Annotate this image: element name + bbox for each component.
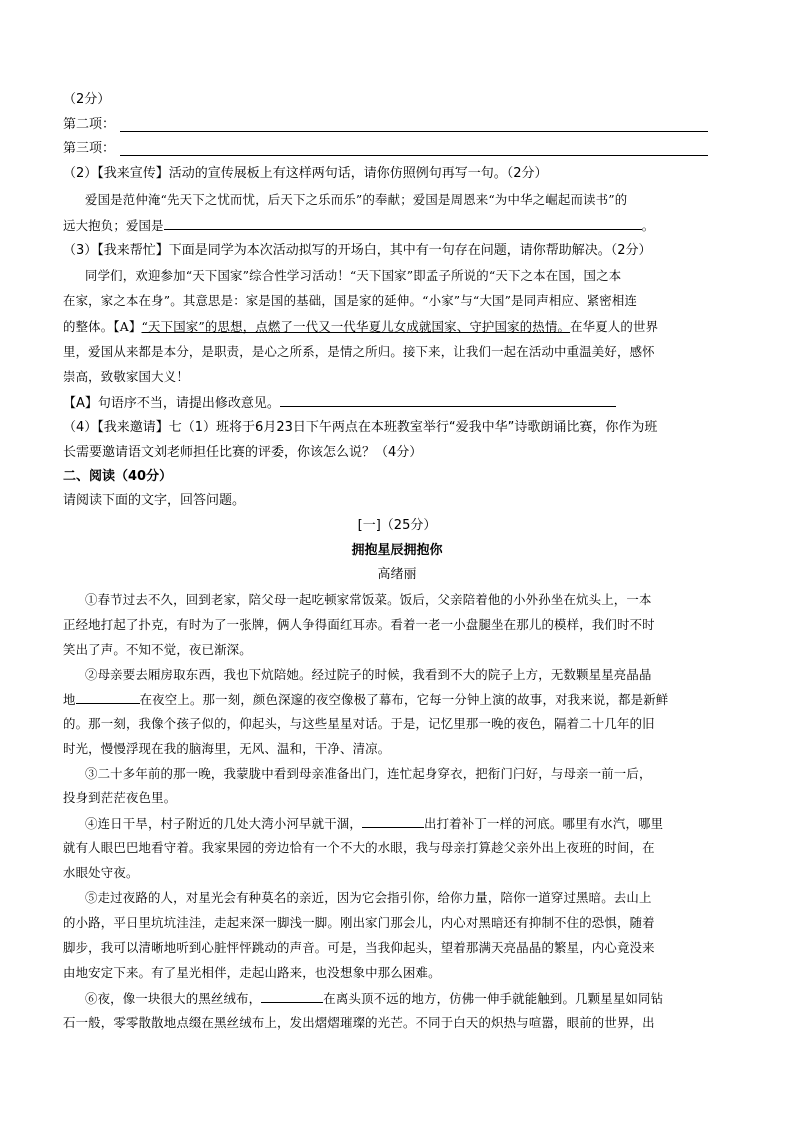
para1-line3: 笑出了声。不知不觉，夜已渐深。 [63, 642, 252, 657]
para2-line1: ②母亲要去厢房取东西，我也下炕陪她。经过院子的时候，我看到不大的院子上方，无数颗星星亮晶晶 [85, 667, 652, 682]
para4-line3: 水眼处守夜。 [63, 865, 139, 880]
item3-label: 第三项： [63, 141, 116, 156]
q3-passage-line4: 里，爱国从来都是本分，是职责，是心之所系，是情之所归。接下来，让我们一起在活动中重温美好，感怀 [63, 344, 655, 359]
article-author: 高绪丽 [377, 567, 417, 582]
q3-passage-line1: 同学们，欢迎参加“天下国家”综合性学习活动！“天下国家”即孟子所说的“天下之本在国，国之本 [85, 268, 622, 283]
para1-line2: 正经地打起了扑克，有时为了一张牌，俩人争得面红耳赤。看着一老一小盘腿坐在那儿的模样，我们时不时 [63, 617, 655, 632]
para5-line1: ⑤走过夜路的人，对星光会有种莫名的亲近，因为它会指引你，给你力量，陪你一道穿过黑暗。去山上 [85, 890, 652, 905]
section2-instruction: 请阅读下面的文字，回答问题。 [63, 493, 246, 508]
para2-line3: 的。那一刻，我像个孩子似的，仰起头，与这些星星对话。于是，记忆里那一晚的夜色，隔着二十几年的旧 [63, 716, 655, 731]
q3-answer-blank[interactable] [280, 394, 616, 407]
item3-answer-line[interactable] [120, 155, 708, 156]
section2-title: 二、阅读（40分） [63, 469, 173, 484]
q3-answer-row: 【A】句语序不当，请提出修改意见。 [63, 394, 731, 412]
para2-line4: 时光，慢慢浮现在我的脑海里，无风、温和，干净、清凉。 [63, 741, 391, 756]
para4-line2: 就有人眼巴巴地看守着。我家果园的旁边恰有一个不大的水眼，我与母亲打算趁父亲外出上夜班的时间，在 [63, 840, 655, 855]
q3-passage-line2: 在家，家之本在身”。其意思是：家是国的基础，国是家的延伸。“小家”与“大国”是同声相应、紧密相连 [63, 293, 638, 308]
q3-heading: （3）【我来帮忙】下面是同学为本次活动拟写的开场白，其中有一句存在问题，请你帮助解决。（2分） [63, 243, 652, 258]
article-title: 拥抱星辰拥抱你 [351, 543, 443, 558]
para2-blank[interactable] [76, 691, 140, 704]
para5-line2: 的小路，平日里坑坑洼洼，走起来深一脚浅一脚。刚出家门那会儿，内心对黑暗还有抑制不住的恐惧，随着 [63, 915, 655, 930]
q2-answer-blank[interactable] [164, 217, 642, 230]
para1-line1: ①春节过去不久，回到老家，陪父母一起吃顿家常饭菜。饭后，父亲陪着他的小外孙坐在炕头上，一本 [85, 592, 652, 607]
para5-line4: 由地安定下来。有了星光相伴，走起山路来，也没想象中那么困难。 [63, 965, 441, 980]
para5-line3: 脚步，我可以清晰地听到心脏怦怦跳动的声音。可是，当我仰起头，望着那满天亮晶晶的繁星，内心竟没来 [63, 940, 655, 955]
para4-blank[interactable] [362, 815, 424, 828]
para4-line1: ④连日干旱，村子附近的几处大湾小河早就干涸， 出打着补丁一样的河底。哪里有水汽，哪里 [85, 816, 664, 831]
para3-line2: 投身到茫茫夜色里。 [63, 790, 177, 805]
para2-line2: 地 在夜空上。那一刻，颜色深邃的夜空像极了幕布，它每一分钟上演的故事，对我来说，都是新鲜 [63, 692, 669, 707]
q3-passage-line3: 的整体。【A】“天下国家”的思想，点燃了一代又一代华夏儿女成就国家、守护国家的热情。在华夏人的世界 [63, 319, 659, 334]
q4-line1: （4）【我来邀请】七（1）班将于6月23日下午两点在本班教室举行“爱我中华”诗歌朗诵比赛，你作为班 [63, 420, 658, 435]
score-note: （2分） [63, 92, 111, 107]
part-label: [一]（25分） [357, 518, 437, 533]
item2-answer-line[interactable] [120, 131, 708, 132]
q2-example-line2: 远大抱负；爱国是 。 [63, 218, 655, 233]
para3-line1: ③二十多年前的那一晚，我蒙胧中看到母亲准备出门，连忙起身穿衣，把衔门闩好，与母亲一前一后， [85, 766, 652, 781]
sentence-a-underlined: “天下国家”的思想，点燃了一代又一代华夏儿女成就国家、守护国家的热情。 [141, 319, 571, 334]
q2-example-line1: 爱国是范仲淹“先天下之忧而忧，后天下之乐而乐”的奉献；爱国是周恩来“为中华之崛起而读书”的 [85, 192, 628, 207]
para6-blank[interactable] [261, 990, 323, 1003]
para6-line2: 石一般，零零散散地点缀在黑丝绒布上，发出熠熠璀璨的光芒。不同于白天的炽热与喧嚣，眼前的世界，出 [63, 1015, 655, 1030]
q3-passage-line5: 崇高，致敬家国大义！ [63, 369, 189, 384]
q4-line2: 长需要邀请语文刘老师担任比赛的评委，你该怎么说？（4分） [63, 445, 423, 460]
q2-heading: （2）【我来宣传】活动的宣传展板上有这样两句话，请你仿照例句再写一句。（2分） [63, 166, 548, 181]
para6-line1: ⑥夜，像一块很大的黑丝绒布， 在离头顶不远的地方，仿佛一伸手就能触到。几颗星星如同钻 [85, 991, 664, 1006]
item2-label: 第二项： [63, 117, 116, 132]
